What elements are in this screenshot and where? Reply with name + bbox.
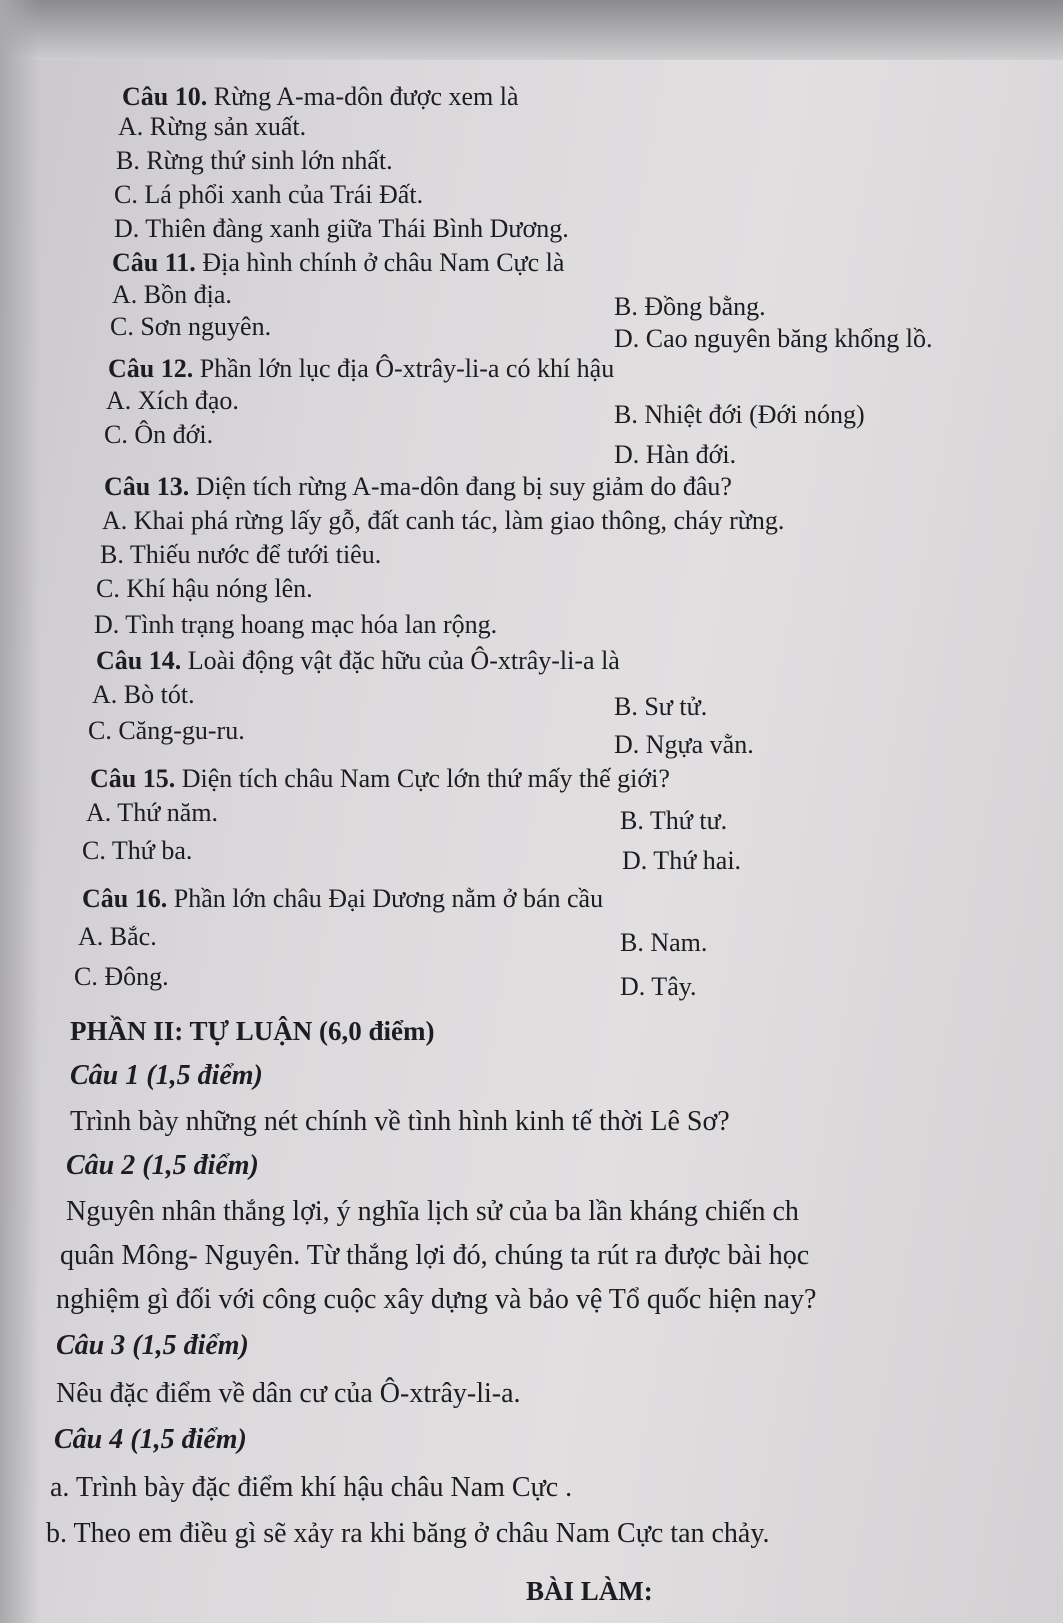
option-d: D. Tây.	[620, 972, 697, 1001]
question-text: Rừng A-ma-dôn được xem là	[213, 82, 519, 111]
essay-2-line-2: quân Mông- Nguyên. Từ thắng lợi đó, chúng ta rút ra được bài học	[60, 1240, 810, 1271]
option-b: B. Nam.	[620, 928, 708, 957]
essay-3-title: Câu 3 (1,5 điểm)	[56, 1330, 249, 1361]
option-a: A. Thứ năm.	[86, 798, 219, 827]
essay-2-title: Câu 2 (1,5 điểm)	[66, 1150, 259, 1181]
question-text: Phần lớn châu Đại Dương nằm ở bán cầu	[173, 884, 604, 913]
page-shadow-top	[0, 0, 1063, 60]
essay-1-title: Câu 1 (1,5 điểm)	[70, 1060, 263, 1091]
option-a: A. Khai phá rừng lấy gỗ, đất canh tác, làm giao thông, cháy rừng.	[102, 506, 785, 535]
question-text: Phần lớn lục địa Ô-xtrây-li-a có khí hậu	[199, 354, 615, 383]
question-10	[122, 82, 519, 112]
essay-4-part-a: a. Trình bày đặc điểm khí hậu châu Nam Cực .	[50, 1472, 573, 1503]
option-c: C. Thứ ba.	[82, 836, 193, 865]
question-label: Câu 13.	[104, 472, 190, 501]
question-text: Diện tích châu Nam Cực lớn thứ mấy thế giới?	[181, 764, 670, 793]
option-c: C. Lá phổi xanh của Trái Đất.	[114, 180, 424, 209]
question-15	[90, 764, 670, 794]
option-c: C. Đông.	[74, 962, 169, 991]
option-b: B. Sư tử.	[614, 692, 708, 721]
essay-1-text: Trình bày những nét chính về tình hình kinh tế thời Lê Sơ?	[70, 1106, 730, 1137]
question-label: Câu 14.	[96, 646, 182, 675]
question-label: Câu 15.	[90, 764, 176, 793]
option-d: D. Ngựa vằn.	[614, 730, 754, 759]
essay-2-line-3: nghiệm gì đối với công cuộc xây dựng và bảo vệ Tổ quốc hiện nay?	[56, 1284, 817, 1315]
option-d: D. Hàn đới.	[614, 440, 737, 469]
option-a: A. Bắc.	[78, 922, 157, 951]
option-a: A. Rừng sản xuất.	[118, 112, 307, 141]
option-a: A. Xích đạo.	[106, 386, 239, 415]
question-13	[104, 472, 732, 502]
essay-3-text: Nêu đặc điểm về dân cư của Ô-xtrây-li-a.	[56, 1378, 521, 1409]
question-11	[112, 248, 564, 278]
option-d: D. Thứ hai.	[622, 846, 742, 875]
essay-2-line-1: Nguyên nhân thắng lợi, ý nghĩa lịch sử của ba lần kháng chiến ch	[66, 1196, 799, 1227]
option-b: B. Thiếu nước để tưới tiêu.	[100, 540, 382, 569]
essay-4-part-b: b. Theo em điều gì sẽ xảy ra khi băng ở châu Nam Cực tan chảy.	[46, 1518, 770, 1549]
option-d: D. Cao nguyên băng khổng lồ.	[614, 324, 933, 353]
answer-heading: BÀI LÀM:	[526, 1576, 653, 1606]
essay-4-title: Câu 4 (1,5 điểm)	[54, 1424, 247, 1455]
option-b: B. Rừng thứ sinh lớn nhất.	[116, 146, 393, 175]
section-heading: PHẦN II: TỰ LUẬN (6,0 điểm)	[70, 1016, 435, 1046]
option-c: C. Ôn đới.	[104, 420, 214, 449]
question-label: Câu 10.	[122, 82, 208, 111]
question-text: Địa hình chính ở châu Nam Cực là	[202, 248, 565, 277]
question-text: Loài động vật đặc hữu của Ô-xtrây-li-a là	[187, 646, 620, 675]
option-a: A. Bò tót.	[92, 680, 195, 709]
option-d: D. Tình trạng hoang mạc hóa lan rộng.	[94, 610, 498, 639]
option-a: A. Bồn địa.	[112, 280, 232, 309]
question-label: Câu 11.	[112, 248, 196, 277]
question-label: Câu 12.	[108, 354, 194, 383]
page-shadow-left	[0, 0, 40, 1623]
option-b: B. Đồng bằng.	[614, 292, 766, 321]
question-text: Diện tích rừng A-ma-dôn đang bị suy giảm do đâu?	[195, 472, 732, 501]
question-12	[108, 354, 614, 384]
option-c: C. Khí hậu nóng lên.	[96, 574, 313, 603]
option-c: C. Căng-gu-ru.	[88, 716, 245, 745]
option-d: D. Thiên đàng xanh giữa Thái Bình Dương.	[114, 214, 569, 243]
option-b: B. Nhiệt đới (Đới nóng)	[614, 400, 865, 429]
question-16	[82, 884, 603, 914]
option-c: C. Sơn nguyên.	[110, 312, 272, 341]
question-label: Câu 16.	[82, 884, 168, 913]
question-14	[96, 646, 620, 676]
option-b: B. Thứ tư.	[620, 806, 728, 835]
